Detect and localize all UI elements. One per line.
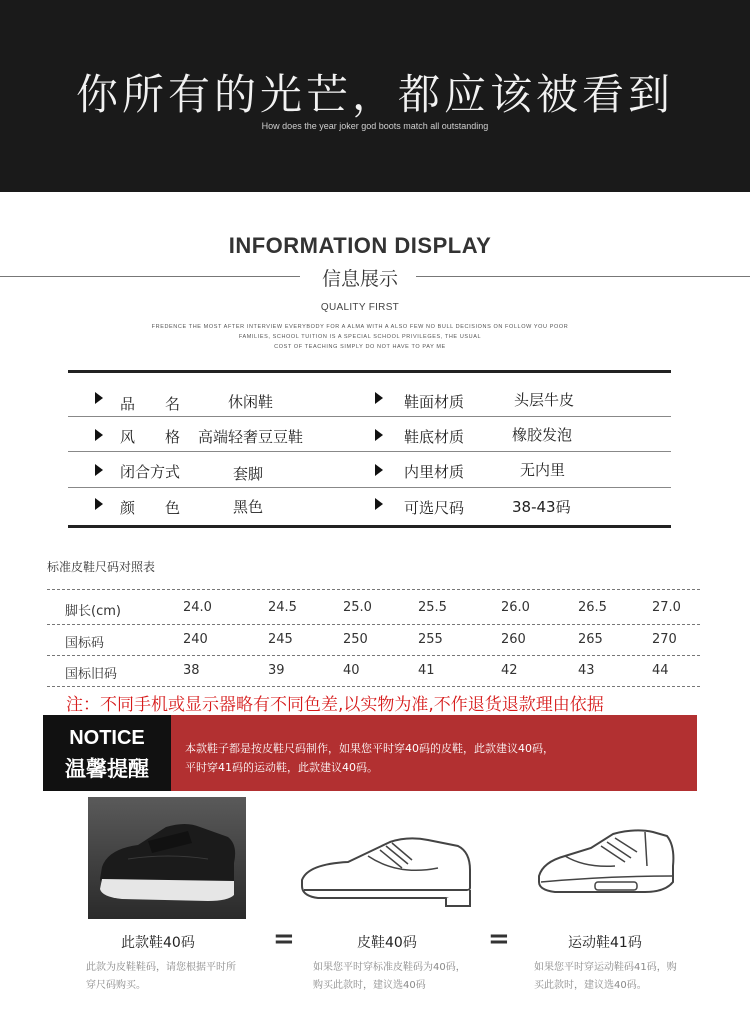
size-cell: 255 <box>418 632 443 647</box>
size-cell: 260 <box>501 632 526 647</box>
size-cell: 39 <box>268 663 285 678</box>
size-cell: 38 <box>183 663 200 678</box>
shoe-description: 如果您平时穿运动鞋码41码，购 买此款时，建议选40码。 <box>534 962 677 991</box>
spec-left-label: 颜 色 <box>120 499 181 517</box>
spec-left-value: 黑色 <box>233 498 264 516</box>
equals-sign: = <box>273 924 295 954</box>
sneaker-icon <box>535 826 677 910</box>
spec-left-value: 高端轻奢豆豆鞋 <box>198 428 304 446</box>
notice-line: 平时穿41码的运动鞋，此款建议40码。 <box>185 761 378 774</box>
shoe-caption: 皮鞋40码 <box>357 935 417 951</box>
spec-right-label: 鞋底材质 <box>404 428 465 446</box>
size-cell: 250 <box>343 632 368 647</box>
size-cell: 26.5 <box>578 600 607 615</box>
size-cell: 40 <box>343 663 360 678</box>
size-cell: 24.0 <box>183 600 212 615</box>
info-cn-title: 信息展示 <box>321 268 398 290</box>
size-table-rule <box>47 624 700 625</box>
spec-row <box>68 386 671 420</box>
arrow-right-icon <box>375 498 383 510</box>
product-photo <box>88 797 246 919</box>
spec-left-label: 风 格 <box>120 428 181 446</box>
size-cell: 26.0 <box>501 600 530 615</box>
arrow-right-icon <box>95 392 103 404</box>
arrow-right-icon <box>375 429 383 441</box>
size-cell: 25.5 <box>418 600 447 615</box>
size-cell: 44 <box>652 663 669 678</box>
fine-print-1: FREDENCE THE MOST AFTER INTERVIEW EVERYBODY FOR A ALMA WITH A ALSO FEW NO BULL DECISIONS ON FOLLOW YOU POOR <box>151 324 569 330</box>
spec-row <box>68 455 671 489</box>
shoe-description: 如果您平时穿标准皮鞋码为40码， 购买此款时，建议选40码 <box>313 962 466 991</box>
spec-row <box>68 420 671 454</box>
size-row-label: 国标码 <box>65 636 105 651</box>
size-row-label: 国标旧码 <box>65 667 118 682</box>
size-cell: 24.5 <box>268 600 297 615</box>
size-table-rule <box>47 686 700 687</box>
spec-left-label: 闭合方式 <box>120 463 181 481</box>
size-cell: 240 <box>183 632 208 647</box>
shoe-caption: 此款鞋40码 <box>121 935 195 951</box>
arrow-right-icon <box>95 464 103 476</box>
quality-first: QUALITY FIRST <box>320 302 400 313</box>
dress-shoe-icon <box>298 828 476 910</box>
hero-subtitle: How does the year joker god boots match all outstanding <box>261 121 489 131</box>
arrow-right-icon <box>375 464 383 476</box>
spec-right-label: 鞋面材质 <box>404 393 465 411</box>
arrow-right-icon <box>95 498 103 510</box>
spec-top-border <box>68 370 671 373</box>
spec-right-value: 38-43码 <box>512 498 571 516</box>
spec-left-value: 套脚 <box>233 465 264 483</box>
notice-cn-label: 温馨提醒 <box>65 757 149 781</box>
size-cell: 43 <box>578 663 595 678</box>
size-cell: 265 <box>578 632 603 647</box>
spec-bottom-border <box>68 525 671 528</box>
notice-en-label: NOTICE <box>69 727 145 749</box>
equals-sign: = <box>488 924 510 954</box>
size-table-rule <box>47 589 700 590</box>
info-title: INFORMATION DISPLAY <box>228 233 492 258</box>
spec-right-value: 橡胶发泡 <box>512 426 573 444</box>
notice-line: 本款鞋子都是按皮鞋尺码制作，如果您平时穿40码的皮鞋，此款建议40码， <box>185 742 554 755</box>
spec-row <box>68 490 671 524</box>
arrow-right-icon <box>375 392 383 404</box>
size-table-title: 标准皮鞋尺码对照表 <box>47 560 156 574</box>
color-disclaimer: 注：不同手机或显示器略有不同色差,以实物为准,不作退货退款理由依据 <box>66 695 604 715</box>
size-cell: 270 <box>652 632 677 647</box>
spec-right-label: 内里材质 <box>404 463 465 481</box>
spec-left-label: 品 名 <box>120 395 181 413</box>
fine-print-3: COST OF TEACHING SIMPLY DO NOT HAVE TO PAY ME <box>274 344 446 350</box>
spec-right-value: 无内里 <box>520 461 566 479</box>
size-cell: 245 <box>268 632 293 647</box>
size-cell: 41 <box>418 663 435 678</box>
arrow-right-icon <box>95 429 103 441</box>
spec-left-value: 休闲鞋 <box>228 393 274 411</box>
spec-right-label: 可选尺码 <box>404 499 465 517</box>
size-table-rule <box>47 655 700 656</box>
shoe-caption: 运动鞋41码 <box>568 935 642 951</box>
size-cell: 27.0 <box>652 600 681 615</box>
fine-print-2: FAMILIES, SCHOOL TUITION IS A SPECIAL SCHOOL PRIVILEGES, THE USUAL <box>238 334 482 340</box>
hero-title: 你所有的光芒，都应该被看到 <box>75 70 674 119</box>
spec-right-value: 头层牛皮 <box>514 391 575 409</box>
shoe-description: 此款为皮鞋鞋码，请您根据平时所 穿尺码购买。 <box>86 962 236 991</box>
size-row-label: 脚长(cm) <box>65 604 121 619</box>
size-cell: 42 <box>501 663 518 678</box>
size-cell: 25.0 <box>343 600 372 615</box>
